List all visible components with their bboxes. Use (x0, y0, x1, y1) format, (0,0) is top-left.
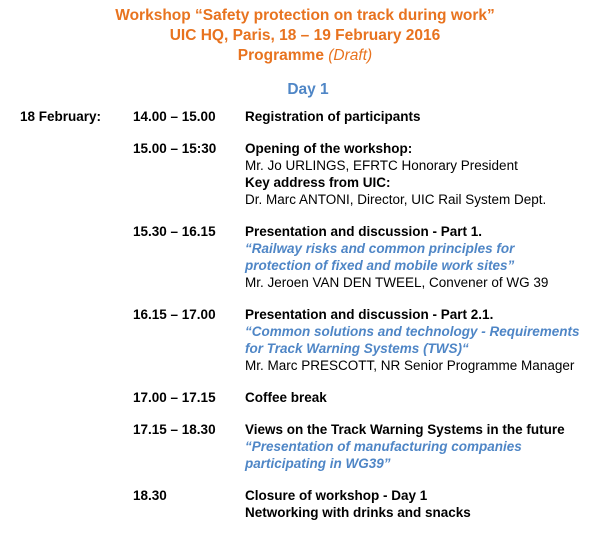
session-title: Presentation and discussion - Part 2.1. (245, 307, 494, 322)
session-date: 18 February: (20, 109, 102, 124)
session-row (0, 389, 610, 406)
session-time: 15.00 – 15:30 (133, 141, 217, 156)
session-topic: for Track Warning Systems (TWS)“ (245, 341, 469, 356)
session-row (0, 306, 610, 374)
session-topic: protection of fixed and mobile work sites” (245, 258, 515, 273)
session-row (0, 140, 610, 208)
session-content (245, 306, 605, 374)
day-title: Day 1 (287, 81, 329, 98)
programme-label (0, 46, 610, 66)
session-speaker: Mr. Marc PRESCOTT, NR Senior Programme Manager (245, 358, 575, 373)
session-time: 17.00 – 17.15 (133, 390, 216, 405)
session-content (245, 223, 605, 291)
session-title: Registration of participants (245, 109, 421, 124)
draft-label: (Draft) (328, 47, 373, 64)
session-time: 18.30 (133, 488, 167, 503)
session-content (245, 108, 605, 125)
session-topic: “Common solutions and technology - Requirements (245, 324, 580, 339)
session-subtitle: Key address from UIC: (245, 175, 391, 190)
session-topic: “Railway risks and common principles for (245, 241, 515, 256)
session-row (0, 223, 610, 291)
session-subtitle: Networking with drinks and snacks (245, 505, 471, 520)
programme-header (0, 0, 610, 66)
venue-dates: UIC HQ, Paris, 18 – 19 February 2016 (169, 27, 441, 44)
session-title: Presentation and discussion - Part 1. (245, 224, 483, 239)
session-row (0, 108, 610, 125)
session-title: Closure of workshop - Day 1 (245, 488, 428, 503)
session-content (245, 389, 605, 406)
session-title: Views on the Track Warning Systems in the future (245, 422, 565, 437)
session-content (245, 140, 605, 208)
session-time: 16.15 – 17.00 (133, 307, 216, 322)
session-content (245, 421, 605, 472)
session-title: Coffee break (245, 390, 327, 405)
session-speaker: Mr. Jeroen VAN DEN TWEEL, Convener of WG 39 (245, 275, 549, 290)
session-time: 14.00 – 15.00 (133, 109, 216, 124)
session-topic: participating in WG39” (245, 456, 391, 471)
session-row (0, 487, 610, 521)
session-content (245, 487, 605, 521)
session-row (0, 421, 610, 472)
workshop-title: Workshop “Safety protection on track during work” (115, 7, 495, 24)
session-speaker: Mr. Jo URLINGS, EFRTC Honorary President (245, 158, 518, 173)
programme-table (0, 108, 610, 521)
session-speaker: Dr. Marc ANTONI, Director, UIC Rail System Dept. (245, 192, 547, 207)
session-time: 15.30 – 16.15 (133, 224, 216, 239)
programme-word: Programme (237, 47, 324, 64)
session-time: 17.15 – 18.30 (133, 422, 216, 437)
session-topic: “Presentation of manufacturing companies (245, 439, 522, 454)
session-title: Opening of the workshop: (245, 141, 413, 156)
